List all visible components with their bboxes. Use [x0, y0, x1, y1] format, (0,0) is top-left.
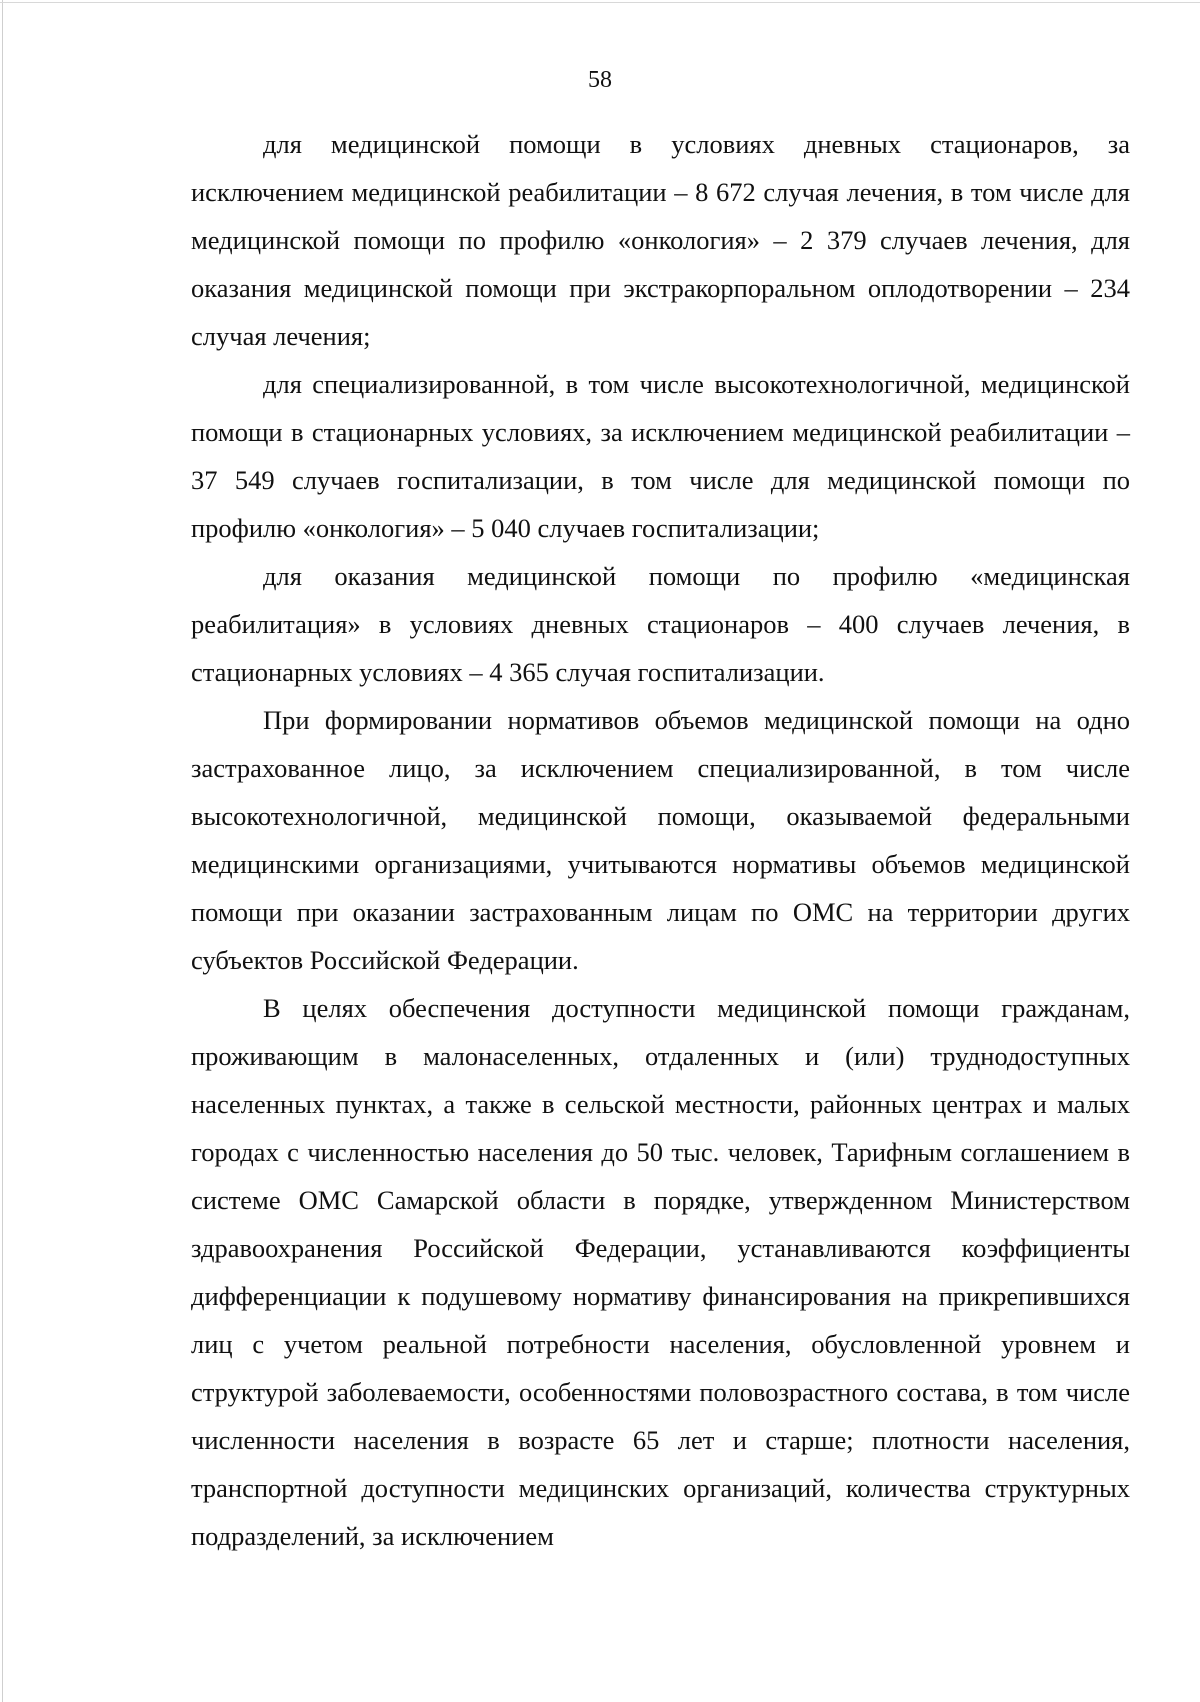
- scan-edge-left: [2, 0, 3, 1702]
- paragraph-accessibility: В целях обеспечения доступности медицинской помощи гражданам, проживающим в малонаселенных, отдаленных и (или) труднодоступных населенных пунктах, а также в сельской местности, районных центрах и малых городах с численностью населения до 50 тыс. человек, Тарифным соглашением в системе ОМС Самарской области в порядке, утвержденном Министерством здравоохранения Российской Федерации, устанавливаются коэффициенты дифференциации к подушевому нормативу финансирования на прикрепившихся лиц с учетом реальной потребности населения, обусловленной уровнем и структурой заболеваемости, особенностями половозрастного состава, в том числе численности населения в возрасте 65 лет и старше; плотности населения, транспортной доступности медицинских организаций, количества структурных подразделений, за исключением: [191, 993, 1130, 1551]
- scan-edge-top: [0, 2, 1200, 3]
- paragraph-day-hospital: для медицинской помощи в условиях дневных стационаров, за исключением медицинской реабилитации – 8 672 случая лечения, в том числе для медицинской помощи по профилю «онкология» – 2 379 случаев лечения, для оказания медицинской помощи при экстракорпоральном оплодотворении – 234 случая лечения;: [191, 129, 1130, 351]
- paragraph-rehabilitation: для оказания медицинской помощи по профилю «медицинская реабилитация» в условиях дневных стационаров – 400 случаев лечения, в стационарных условиях – 4 365 случая госпитализации.: [191, 561, 1130, 687]
- page-number: 58: [588, 67, 612, 93]
- paragraph-specialized-care: для специализированной, в том числе высокотехнологичной, медицинской помощи в стационарных условиях, за исключением медицинской реабилитации – 37 549 случаев госпитализации, в том числе для медицинской помощи по профилю «онкология» – 5 040 случаев госпитализации;: [191, 369, 1130, 543]
- document-body: [191, 120, 1130, 1560]
- paragraph-volume-norms: При формировании нормативов объемов медицинской помощи на одно застрахованное лицо, за исключением специализированной, в том числе высокотехнологичной, медицинской помощи, оказываемой федеральными медицинскими организациями, учитываются нормативы объемов медицинской помощи при оказании застрахованным лицам по ОМС на территории других субъектов Российской Федерации.: [191, 705, 1130, 975]
